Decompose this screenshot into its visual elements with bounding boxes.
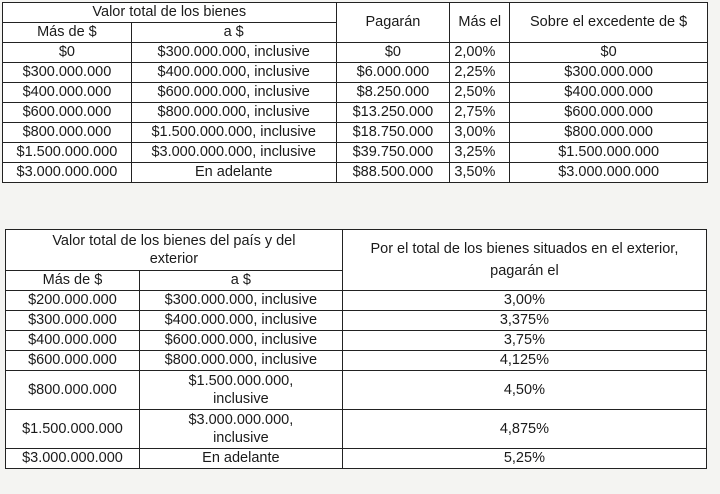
table-row	[6, 410, 707, 449]
rate-cell: 3,75%	[342, 331, 706, 351]
excess-cell: $3.000.000.000	[510, 163, 708, 183]
rate-cell: 3,375%	[342, 311, 706, 331]
from-cell: $300.000.000	[6, 311, 140, 331]
rate-header: Por el total de los bienes situados en el exterior, pagarán el	[342, 230, 706, 291]
from-cell: $3.000.000.000	[6, 449, 140, 469]
from-cell: $600.000.000	[6, 351, 140, 371]
pay-cell: $39.750.000	[336, 143, 450, 163]
table-row	[3, 123, 708, 143]
from-cell: $800.000.000	[6, 371, 140, 410]
from-cell: $400.000.000	[6, 331, 140, 351]
excess-cell: $400.000.000	[510, 83, 708, 103]
table-header-row	[6, 230, 707, 271]
rate-cell: 5,25%	[342, 449, 706, 469]
rate-cell: 2,75%	[450, 103, 510, 123]
rate-cell: 4,875%	[342, 410, 706, 449]
to-cell: $300.000.000, inclusive	[131, 43, 336, 63]
rate-cell: 2,50%	[450, 83, 510, 103]
from-header: Más de $	[6, 271, 140, 291]
to-cell: En adelante	[131, 163, 336, 183]
pay-cell: $13.250.000	[336, 103, 450, 123]
to-header: a $	[139, 271, 342, 291]
to-cell: $600.000.000, inclusive	[139, 331, 342, 351]
from-cell: $800.000.000	[3, 123, 132, 143]
to-cell: $3.000.000.000, inclusive	[139, 410, 342, 449]
rate-cell: 2,00%	[450, 43, 510, 63]
tax-table-local	[2, 2, 708, 183]
table-row	[6, 351, 707, 371]
from-cell: $300.000.000	[3, 63, 132, 83]
rate-header: Más el	[450, 3, 510, 43]
to-cell: $800.000.000, inclusive	[139, 351, 342, 371]
table-row	[3, 83, 708, 103]
table-row	[6, 331, 707, 351]
to-cell: $1.500.000.000, inclusive	[131, 123, 336, 143]
excess-header: Sobre el excedente de $	[510, 3, 708, 43]
pay-cell: $88.500.000	[336, 163, 450, 183]
excess-cell: $800.000.000	[510, 123, 708, 143]
from-cell: $0	[3, 43, 132, 63]
pay-header: Pagarán	[336, 3, 450, 43]
excess-cell: $0	[510, 43, 708, 63]
table-row	[3, 143, 708, 163]
table-row	[3, 103, 708, 123]
pay-cell: $18.750.000	[336, 123, 450, 143]
from-cell: $600.000.000	[3, 103, 132, 123]
to-cell: $400.000.000, inclusive	[139, 311, 342, 331]
rate-cell: 3,00%	[342, 291, 706, 311]
from-cell: $200.000.000	[6, 291, 140, 311]
group-header: Valor total de los bienes del país y del exterior	[6, 230, 343, 271]
table-row	[3, 163, 708, 183]
to-cell: $800.000.000, inclusive	[131, 103, 336, 123]
group-header: Valor total de los bienes	[3, 3, 337, 23]
pay-cell: $8.250.000	[336, 83, 450, 103]
rate-cell: 3,00%	[450, 123, 510, 143]
from-cell: $400.000.000	[3, 83, 132, 103]
rate-cell: 2,25%	[450, 63, 510, 83]
to-cell: $1.500.000.000, inclusive	[139, 371, 342, 410]
excess-cell: $600.000.000	[510, 103, 708, 123]
to-cell: $400.000.000, inclusive	[131, 63, 336, 83]
to-cell: En adelante	[139, 449, 342, 469]
rate-cell: 3,25%	[450, 143, 510, 163]
to-header: a $	[131, 23, 336, 43]
pay-cell: $6.000.000	[336, 63, 450, 83]
from-cell: $1.500.000.000	[3, 143, 132, 163]
excess-cell: $1.500.000.000	[510, 143, 708, 163]
rate-cell: 4,125%	[342, 351, 706, 371]
table-header-row	[3, 3, 708, 23]
to-cell: $600.000.000, inclusive	[131, 83, 336, 103]
table-row	[6, 371, 707, 410]
rate-cell: 4,50%	[342, 371, 706, 410]
excess-cell: $300.000.000	[510, 63, 708, 83]
from-cell: $3.000.000.000	[3, 163, 132, 183]
from-cell: $1.500.000.000	[6, 410, 140, 449]
pay-cell: $0	[336, 43, 450, 63]
rate-cell: 3,50%	[450, 163, 510, 183]
table-row	[3, 43, 708, 63]
table-row	[6, 291, 707, 311]
table-row	[6, 449, 707, 469]
to-cell: $3.000.000.000, inclusive	[131, 143, 336, 163]
from-header: Más de $	[3, 23, 132, 43]
table-row	[3, 63, 708, 83]
to-cell: $300.000.000, inclusive	[139, 291, 342, 311]
tax-table-foreign	[5, 229, 707, 469]
table-row	[6, 311, 707, 331]
